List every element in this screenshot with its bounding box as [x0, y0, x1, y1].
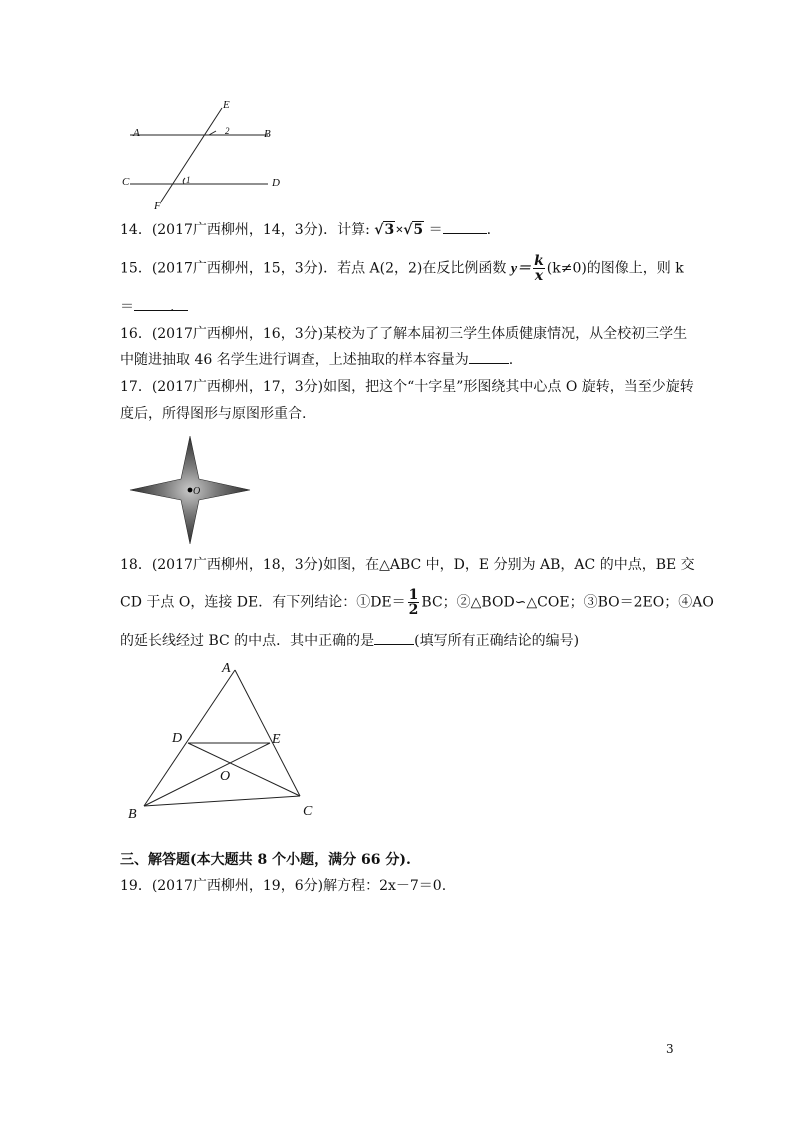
label-c-tri: C [303, 804, 313, 819]
answer-blank-18[interactable] [374, 630, 414, 645]
page-number: 3 [666, 1042, 674, 1056]
label-d-tri: D [172, 731, 183, 746]
label-b-tri: B [128, 807, 137, 822]
q16-line2-end: . [508, 352, 514, 368]
times-sign: × [395, 223, 404, 238]
question-14 [120, 219, 491, 241]
question-17-line1: 17．(2017广西柳州，17，3分)如图，把这个“十字星”形图绕其中心点 O 旋转，当至少旋转 [120, 379, 694, 395]
question-18-line2 [120, 588, 714, 617]
answer-blank-15[interactable] [134, 296, 188, 311]
fraction-k-over-x: $\frac{k}{x}$ [534, 253, 544, 284]
label-a: A [133, 127, 140, 139]
question-17-line2: 度后，所得图形与原图形重合. [120, 406, 307, 422]
q16-line2-prefix: 中随进抽取 46 名学生进行调查，上述抽取的样本容量为 [120, 352, 469, 368]
q18-line2-suffix: BC；②△BOD∽△COE；③BO＝2EO；④AO [421, 594, 714, 611]
label-b: B [264, 128, 271, 140]
label-f: F [154, 200, 161, 212]
question-16-line1: 16．(2017广西柳州，16，3分)某校为了了解本届初三学生体质健康情况，从全校初三学生 [120, 326, 688, 342]
parallel-lines-figure [118, 98, 288, 214]
q18-line2-prefix: CD 于点 O，连接 DE．有下列结论：①DE＝ [120, 594, 406, 611]
label-e-tri: E [272, 732, 281, 747]
q18-line3-prefix: 的延长线经过 BC 的中点．其中正确的是 [120, 633, 375, 649]
q15-prefix: 15．(2017广西柳州，15，3分)．若点 A(2，2)在反比例函数 [120, 260, 507, 277]
triangle-figure [124, 656, 324, 824]
question-16-line2 [120, 349, 513, 370]
q14-equals: ＝ [428, 222, 443, 238]
question-18-line1: 18．(2017广西柳州，18，3分)如图，在△ABC 中，D，E 分别为 AB，AC 的中点，BE 交 [120, 557, 695, 573]
q14-end: . [486, 222, 492, 238]
question-15-line2 [120, 296, 174, 317]
section-3-title: 三、解答题(本大题共 8 个小题，满分 66 分). [120, 852, 411, 868]
q15-suffix: (k≠0)的图像上，则 k [546, 260, 684, 277]
q15-line2-end: . [170, 299, 175, 315]
sqrt-5: √5 [403, 222, 424, 238]
label-e: E [223, 99, 230, 111]
q15-line2-prefix: ＝ [120, 299, 134, 315]
label-o-star: O [193, 486, 201, 497]
question-19: 19．(2017广西柳州，19，6分)解方程：2x－7＝0. [120, 878, 447, 894]
cross-star-figure [128, 434, 252, 546]
q18-line3-suffix: (填写所有正确结论的编号) [414, 633, 580, 649]
label-angle-1: 1 [186, 175, 191, 185]
sqrt-3: √3 [374, 222, 395, 238]
fraction-one-half: $\frac{1}{2}$ [408, 587, 419, 618]
answer-blank-14[interactable] [443, 219, 487, 234]
q14-prefix: 14．(2017广西柳州，14，3分)．计算: [120, 222, 370, 238]
label-angle-2: 2 [225, 126, 230, 136]
answer-blank-16[interactable] [469, 349, 509, 364]
label-d: D [272, 177, 280, 189]
label-c: C [122, 176, 130, 188]
label-o-tri: O [220, 769, 231, 784]
label-a-tri: A [222, 661, 231, 676]
question-15 [120, 254, 684, 283]
q15-y: y＝ [510, 261, 532, 277]
question-18-line3 [120, 630, 579, 651]
